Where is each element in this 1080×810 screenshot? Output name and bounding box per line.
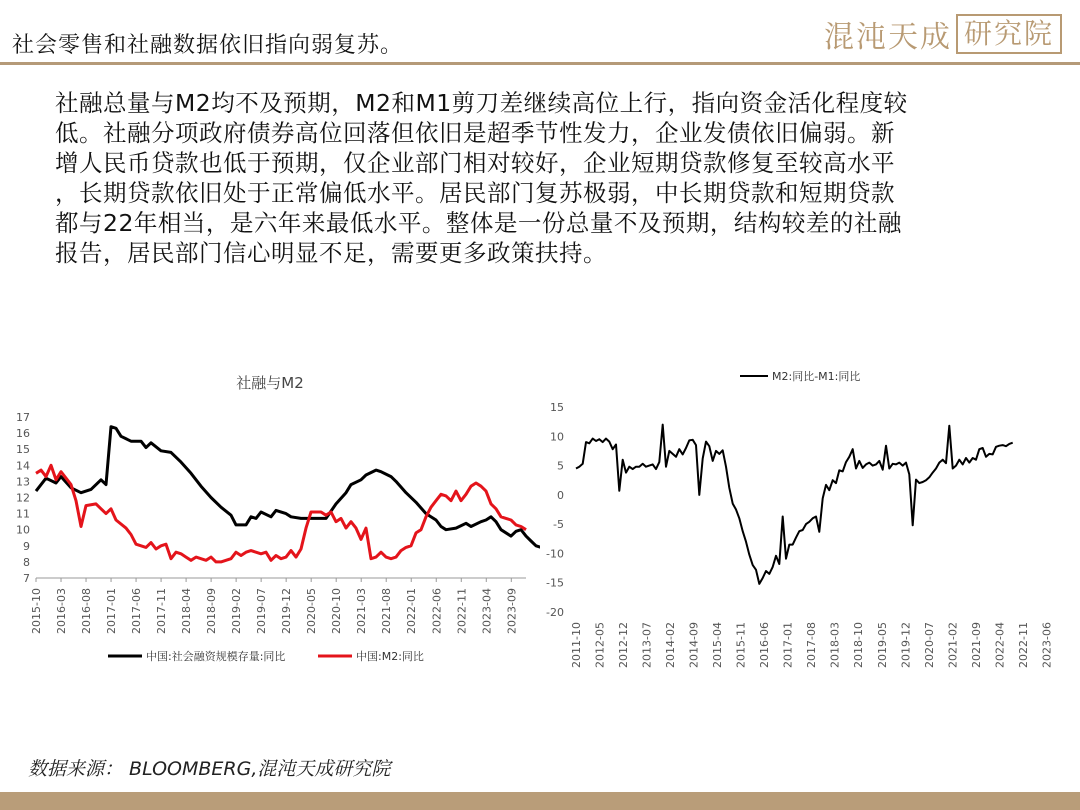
x-tick-label: 2017-01 [781,622,795,668]
commentary-paragraph [55,88,1015,268]
x-tick-label: 2019-07 [255,588,269,634]
x-tick-label: 2013-07 [640,622,654,668]
chart-title: 社融与M2 [236,374,304,392]
data-source-note: 数据来源： BLOOMBERG,混沌天成研究院 [28,758,391,780]
series-line [36,465,526,562]
x-tick-label: 2022-01 [405,588,419,634]
x-tick-label: 2019-05 [875,622,889,668]
legend-label: M2:同比-M1:同比 [772,370,861,383]
page-title: 社会零售和社融数据依旧指向弱复苏。 [12,33,404,58]
x-tick-label: 2017-06 [130,588,144,634]
brand-name: 混沌天成 [823,20,952,55]
x-tick-label: 2019-12 [280,588,294,634]
y-tick-label: 5 [557,459,564,473]
x-tick-label: 2022-06 [430,588,444,634]
y-tick-label: -5 [553,518,564,532]
y-tick-label: 13 [16,475,30,489]
x-tick-label: 2019-12 [899,622,913,668]
y-tick-label: 11 [16,507,30,521]
y-tick-label: -10 [546,547,564,561]
x-tick-label: 2018-03 [828,622,842,668]
x-tick-label: 2017-01 [105,588,119,634]
x-tick-label: 2012-05 [593,622,607,668]
y-tick-label: 10 [16,523,30,537]
commentary-line: 社融总量与M2均不及预期，M2和M1剪刀差继续高位上行，指向资金活化程度较 [55,89,908,117]
commentary-line: 都与22年相当，是六年来最低水平。整体是一份总量不及预期，结构较差的社融 [55,209,902,237]
y-tick-label: 7 [23,572,30,585]
x-tick-label: 2021-03 [355,588,369,634]
y-tick-label: 12 [16,491,30,505]
x-tick-label: 2020-05 [305,588,319,634]
chart-m2-m1-gap-svg [540,360,1080,680]
chart-m2-m1-gap [540,360,1080,680]
x-tick-label: 2018-10 [852,622,866,668]
x-tick-label: 2014-02 [664,622,678,668]
x-tick-label: 2014-09 [687,622,701,668]
y-tick-label: 10 [550,430,564,444]
x-tick-label: 2021-09 [969,622,983,668]
header-divider [0,62,1080,65]
x-tick-label: 2015-11 [734,622,748,668]
x-tick-label: 2016-08 [80,588,94,634]
x-tick-label: 2020-07 [922,622,936,668]
x-tick-label: 2012-12 [617,622,631,668]
x-tick-label: 2022-11 [1016,622,1030,668]
x-tick-label: 2023-04 [480,588,494,634]
series-line [576,425,1013,584]
commentary-line: 报告，居民部门信心明显不足，需要更多政策扶持。 [55,239,607,267]
x-tick-label: 2015-10 [30,588,43,634]
x-tick-label: 2015-04 [711,622,725,668]
x-tick-label: 2016-06 [758,622,772,668]
x-tick-label: 2021-02 [946,622,960,668]
commentary-line: 低。社融分项政府债券高位回落但依旧是超季节性发力，企业发债依旧偏弱。新 [55,119,895,147]
y-tick-label: 8 [23,555,30,569]
x-tick-label: 2019-02 [230,588,244,634]
y-tick-label: -20 [546,606,564,619]
brand-logo [824,12,1062,56]
y-tick-label: 16 [16,427,30,441]
legend-label: 中国:M2:同比 [356,650,424,663]
commentary-line: 增人民币贷款也低于预期，仅企业部门相对较好，企业短期贷款修复至较高水平 [55,149,895,177]
x-tick-label: 2022-11 [455,588,469,634]
x-tick-label: 2023-09 [505,588,519,634]
x-tick-label: 2017-11 [155,588,169,634]
chart-tsf-vs-m2 [0,360,540,680]
commentary-line: ，长期贷款依旧处于正常偏低水平。居民部门复苏极弱，中长期贷款和短期贷款 [55,179,895,207]
y-tick-label: 17 [16,411,30,424]
x-tick-label: 2021-08 [380,588,394,634]
x-tick-label: 2018-04 [180,588,194,634]
y-tick-label: 14 [16,459,30,473]
legend-label: 中国:社会融资规模存量:同比 [146,650,286,663]
x-tick-label: 2016-03 [55,588,69,634]
brand-boxed-name: 研究院 [956,14,1062,54]
y-tick-label: -15 [546,576,564,590]
x-tick-label: 2011-10 [570,622,583,668]
chart-tsf-vs-m2-svg [0,360,540,680]
footer-bar [0,792,1080,810]
x-tick-label: 2018-09 [205,588,219,634]
y-tick-label: 15 [550,401,564,414]
x-tick-label: 2020-10 [330,588,344,634]
x-tick-label: 2017-08 [805,622,819,668]
y-tick-label: 9 [23,539,30,553]
y-tick-label: 0 [557,488,564,502]
x-tick-label: 2023-06 [1040,622,1054,668]
x-tick-label: 2022-04 [993,622,1007,668]
y-tick-label: 15 [16,443,30,457]
series-line [36,427,540,548]
